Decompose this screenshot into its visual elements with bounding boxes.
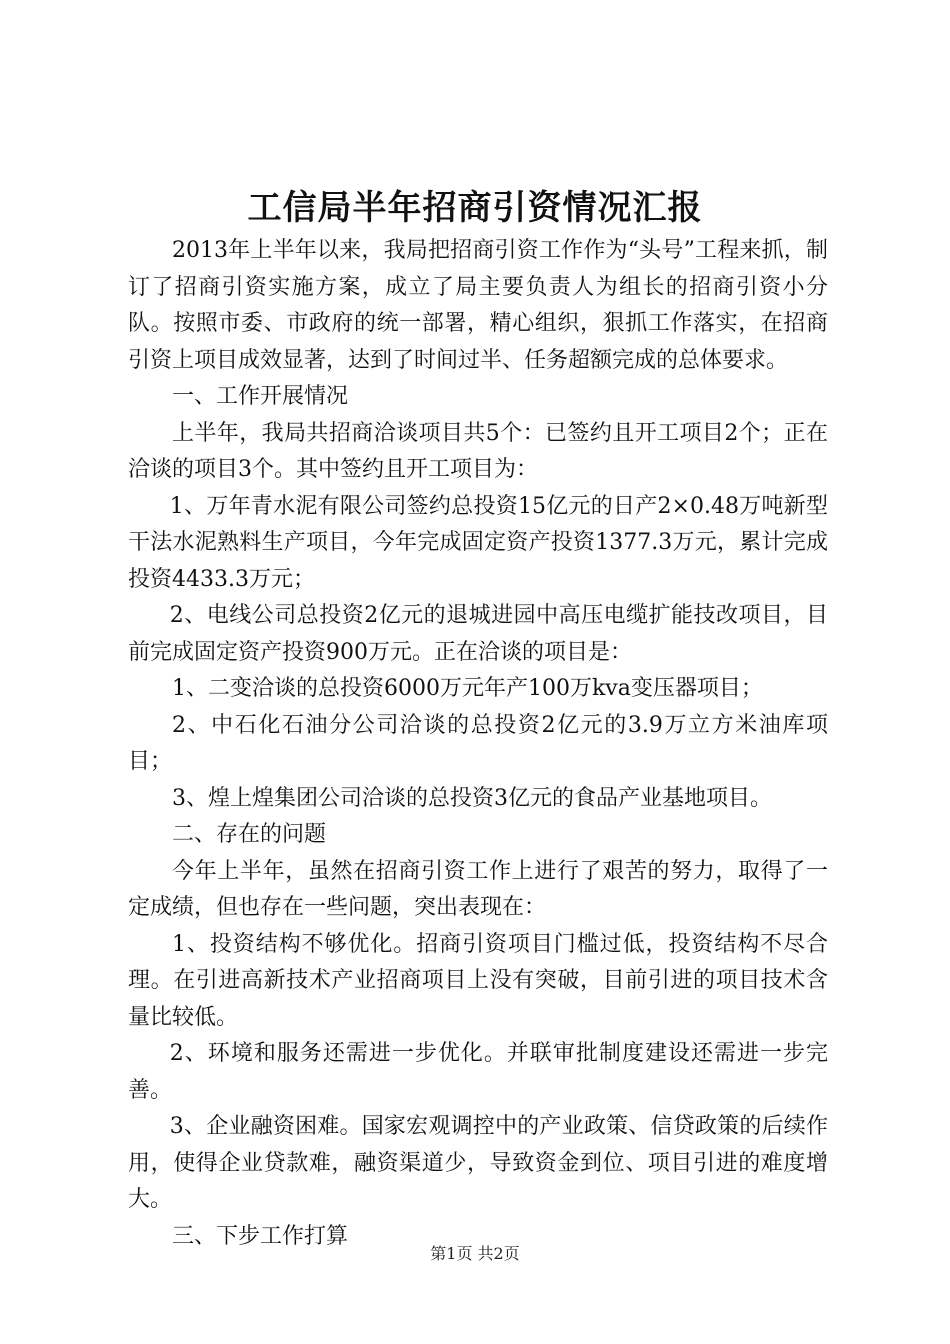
page-number-footer: 第1页 共2页	[430, 1244, 520, 1263]
list-item: 2、电线公司总投资2亿元的退城进园中高压电缆扩能技改项目，目前完成固定资产投资900万元。正在洽谈的项目是：	[128, 603, 828, 665]
section-heading-3: 三、下步工作打算	[172, 1223, 349, 1249]
list-item: 2、中石化石油分公司洽谈的总投资2亿元的3.9万立方米油库项目；	[128, 712, 828, 774]
document-title: 工信局半年招商引资情况汇报	[247, 188, 703, 228]
list-item: 3、煌上煌集团公司洽谈的总投资3亿元的食品产业基地项目。	[172, 785, 772, 811]
list-item: 2、环境和服务还需进一步优化。并联审批制度建设还需进一步完善。	[128, 1041, 828, 1103]
paragraph-overview: 上半年，我局共招商洽谈项目共5个：已签约且开工项目2个；正在洽谈的项目3个。其中签约且开工项目为：	[128, 420, 828, 482]
document-body	[128, 233, 828, 1255]
section-heading-2: 二、存在的问题	[172, 822, 327, 847]
section-heading-1: 一、工作开展情况	[172, 384, 349, 409]
list-item: 1、投资结构不够优化。招商引资项目门槛过低，投资结构不尽合理。在引进高新技术产业招商项目上没有突破，目前引进的项目技术含量比较低。	[128, 931, 828, 1030]
list-item: 1、万年青水泥有限公司签约总投资15亿元的日产2×0.48万吨新型干法水泥熟料生产项目，今年完成固定资产投资1377.3万元，累计完成投资4433.3万元；	[128, 493, 828, 592]
list-item: 3、企业融资困难。国家宏观调控中的产业政策、信贷政策的后续作用，使得企业贷款难，融资渠道少，导致资金到位、项目引进的难度增大。	[128, 1114, 828, 1212]
list-item: 1、二变洽谈的总投资6000万元年产100万kva变压器项目；	[172, 676, 763, 701]
paragraph-intro: 2013年上半年以来，我局把招商引资工作作为“头号”工程来抓，制订了招商引资实施方案，成立了局主要负责人为组长的招商引资小分队。按照市委、市政府的统一部署，精心组织，狠抓工作落实，在招商引资上项目成效显著，达到了时间过半、任务超额完成的总体要求。	[128, 238, 828, 373]
paragraph-problems: 今年上半年，虽然在招商引资工作上进行了艰苦的努力，取得了一定成绩，但也存在一些问题，突出表现在：	[128, 858, 828, 920]
